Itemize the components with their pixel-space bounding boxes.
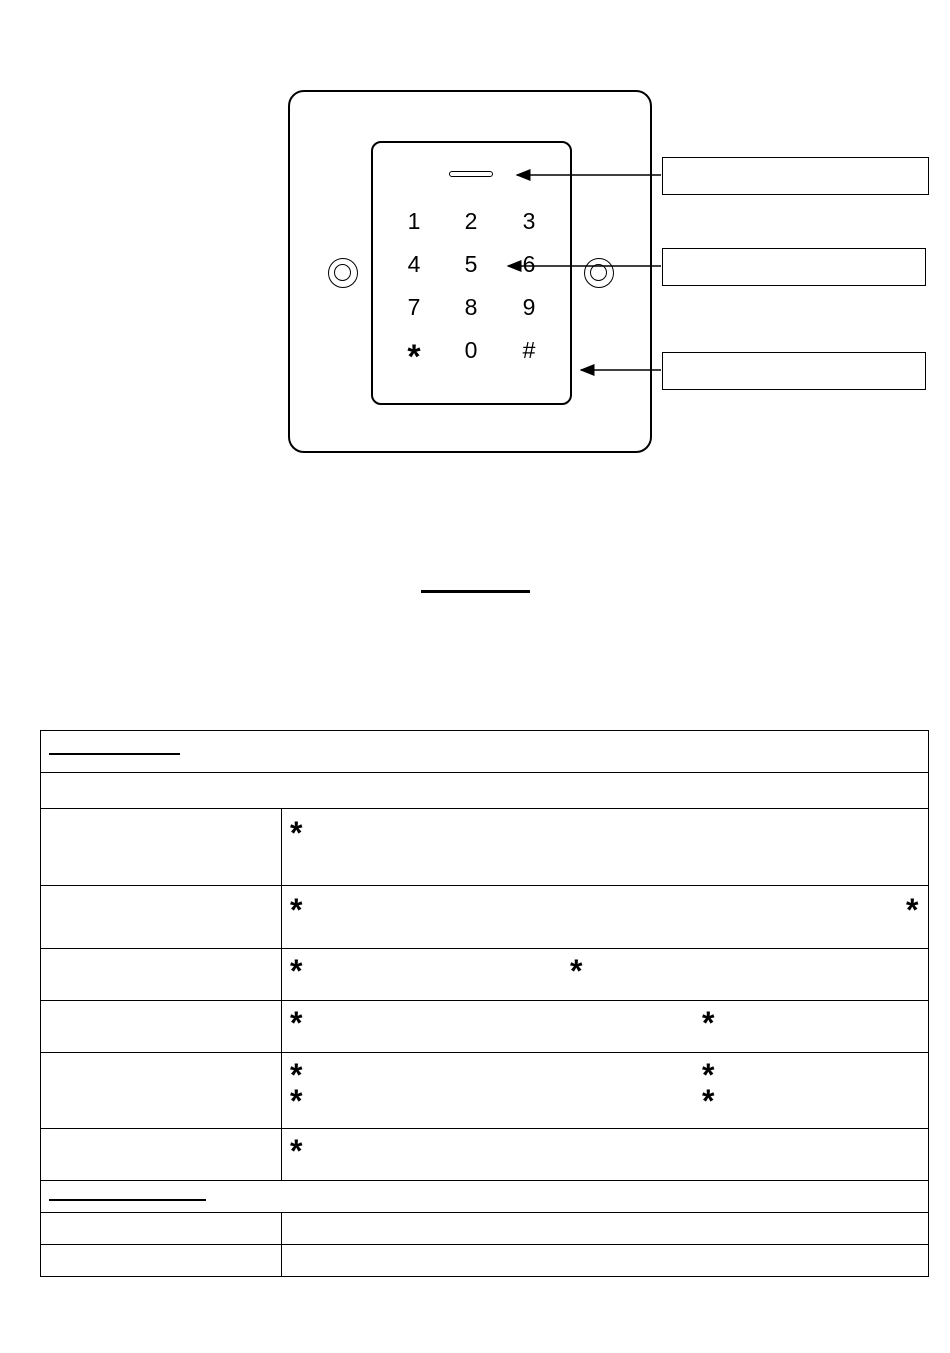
key-7[interactable]: 7 <box>407 294 421 320</box>
table-section-header <box>41 731 929 773</box>
key-star[interactable]: * <box>407 338 421 376</box>
table-row <box>41 1213 929 1245</box>
key-5[interactable]: 5 <box>464 251 478 277</box>
bullet-star: * <box>702 1005 715 1041</box>
key-2[interactable]: 2 <box>464 208 478 234</box>
callout-arrows <box>0 0 950 480</box>
section-title-underline <box>421 590 530 593</box>
table-cell-label <box>41 886 282 949</box>
key-6[interactable]: 6 <box>522 251 536 277</box>
key-4[interactable]: 4 <box>407 251 421 277</box>
table-cell-value <box>282 1053 929 1129</box>
table-cell-value <box>282 1001 929 1053</box>
key-1[interactable]: 1 <box>407 208 421 234</box>
bullet-star: * <box>290 892 303 928</box>
table-row <box>41 1245 929 1277</box>
table-cell-value <box>282 1213 929 1245</box>
callout-box-keypad <box>662 248 926 286</box>
section-heading-underline <box>49 1199 206 1201</box>
table-cell-label <box>41 949 282 1001</box>
key-9[interactable]: 9 <box>522 294 536 320</box>
table-cell-label <box>41 1245 282 1277</box>
table-cell-label <box>41 1129 282 1181</box>
bullet-star: * <box>906 892 919 928</box>
table-cell-label <box>41 1053 282 1129</box>
bullet-star: * <box>702 1083 715 1119</box>
table-cell-value <box>282 1245 929 1277</box>
section-heading-underline <box>49 753 180 755</box>
table-cell-label <box>41 809 282 886</box>
table-section-header <box>41 1181 929 1213</box>
table-row <box>41 886 929 949</box>
table-cell-label <box>41 1001 282 1053</box>
bullet-star: * <box>702 1057 715 1093</box>
table-cell <box>41 773 929 809</box>
table-cell-value <box>282 949 929 1001</box>
key-3[interactable]: 3 <box>522 208 536 234</box>
bullet-star: * <box>290 1083 303 1119</box>
callout-box-led <box>662 157 929 195</box>
table-cell-value <box>282 1129 929 1181</box>
table-row <box>41 1129 929 1181</box>
table-cell-value <box>282 886 929 949</box>
table-row <box>41 809 929 886</box>
bullet-star: * <box>290 1005 303 1041</box>
key-hash[interactable]: # <box>522 337 536 363</box>
table-row <box>41 949 929 1001</box>
bullet-star: * <box>290 1133 303 1169</box>
bullet-star: * <box>290 1057 303 1093</box>
table-row <box>41 1053 929 1129</box>
key-8[interactable]: 8 <box>464 294 478 320</box>
callout-box-reader <box>662 352 926 390</box>
key-0[interactable]: 0 <box>464 337 478 363</box>
bullet-star: * <box>570 953 583 989</box>
section-header-cell <box>41 731 929 773</box>
table-row <box>41 1001 929 1053</box>
info-table <box>40 730 929 1277</box>
table-row <box>41 773 929 809</box>
table-cell-label <box>41 1213 282 1245</box>
table-cell-value <box>282 809 929 886</box>
bullet-star: * <box>290 815 303 851</box>
section-header-cell <box>41 1181 929 1213</box>
bullet-star: * <box>290 953 303 989</box>
